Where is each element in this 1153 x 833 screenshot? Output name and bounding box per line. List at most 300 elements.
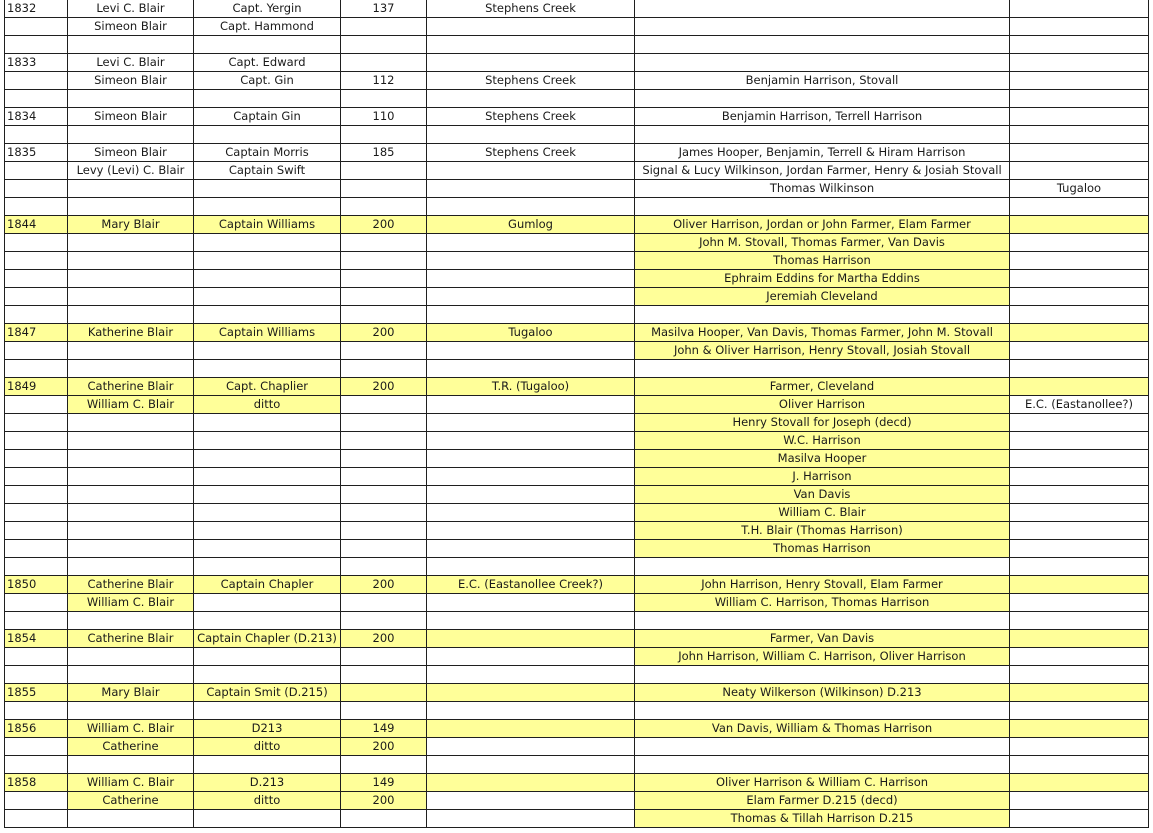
neighbors-cell[interactable]: Van Davis, William & Thomas Harrison	[635, 720, 1010, 738]
location-cell[interactable]	[427, 288, 635, 306]
name-cell[interactable]	[68, 468, 194, 486]
captain-cell[interactable]	[194, 288, 341, 306]
year-cell[interactable]	[5, 594, 68, 612]
note-cell[interactable]	[1010, 756, 1149, 774]
name-cell[interactable]	[68, 648, 194, 666]
neighbors-cell[interactable]	[635, 756, 1010, 774]
location-cell[interactable]	[427, 162, 635, 180]
note-cell[interactable]	[1010, 594, 1149, 612]
captain-cell[interactable]: Captain Gin	[194, 108, 341, 126]
district-cell[interactable]	[341, 288, 427, 306]
name-cell[interactable]: Katherine Blair	[68, 324, 194, 342]
year-cell[interactable]: 1832	[5, 0, 68, 18]
name-cell[interactable]: William C. Blair	[68, 594, 194, 612]
neighbors-cell[interactable]	[635, 612, 1010, 630]
neighbors-cell[interactable]: Thomas Harrison	[635, 540, 1010, 558]
district-cell[interactable]	[341, 504, 427, 522]
district-cell[interactable]: 200	[341, 216, 427, 234]
year-cell[interactable]	[5, 612, 68, 630]
location-cell[interactable]	[427, 612, 635, 630]
location-cell[interactable]	[427, 648, 635, 666]
note-cell[interactable]	[1010, 252, 1149, 270]
neighbors-cell[interactable]	[635, 54, 1010, 72]
year-cell[interactable]	[5, 486, 68, 504]
year-cell[interactable]	[5, 162, 68, 180]
captain-cell[interactable]: ditto	[194, 738, 341, 756]
name-cell[interactable]	[68, 522, 194, 540]
note-cell[interactable]	[1010, 558, 1149, 576]
neighbors-cell[interactable]: W.C. Harrison	[635, 432, 1010, 450]
year-cell[interactable]	[5, 198, 68, 216]
neighbors-cell[interactable]	[635, 36, 1010, 54]
name-cell[interactable]	[68, 432, 194, 450]
captain-cell[interactable]	[194, 126, 341, 144]
name-cell[interactable]	[68, 486, 194, 504]
location-cell[interactable]	[427, 36, 635, 54]
name-cell[interactable]: Levy (Levi) C. Blair	[68, 162, 194, 180]
location-cell[interactable]	[427, 468, 635, 486]
district-cell[interactable]	[341, 810, 427, 828]
neighbors-cell[interactable]: Oliver Harrison & William C. Harrison	[635, 774, 1010, 792]
name-cell[interactable]	[68, 612, 194, 630]
note-cell[interactable]	[1010, 486, 1149, 504]
neighbors-cell[interactable]: John Harrison, William C. Harrison, Oliver Harrison	[635, 648, 1010, 666]
year-cell[interactable]	[5, 756, 68, 774]
location-cell[interactable]	[427, 396, 635, 414]
captain-cell[interactable]: Capt. Hammond	[194, 18, 341, 36]
location-cell[interactable]	[427, 540, 635, 558]
district-cell[interactable]	[341, 342, 427, 360]
captain-cell[interactable]: Capt. Edward	[194, 54, 341, 72]
year-cell[interactable]	[5, 126, 68, 144]
location-cell[interactable]	[427, 630, 635, 648]
name-cell[interactable]: Catherine Blair	[68, 378, 194, 396]
neighbors-cell[interactable]	[635, 558, 1010, 576]
location-cell[interactable]: Stephens Creek	[427, 108, 635, 126]
location-cell[interactable]	[427, 666, 635, 684]
name-cell[interactable]	[68, 540, 194, 558]
captain-cell[interactable]	[194, 198, 341, 216]
year-cell[interactable]	[5, 738, 68, 756]
district-cell[interactable]	[341, 540, 427, 558]
location-cell[interactable]	[427, 198, 635, 216]
location-cell[interactable]: T.R. (Tugaloo)	[427, 378, 635, 396]
captain-cell[interactable]: ditto	[194, 792, 341, 810]
district-cell[interactable]	[341, 756, 427, 774]
name-cell[interactable]: William C. Blair	[68, 396, 194, 414]
location-cell[interactable]	[427, 270, 635, 288]
note-cell[interactable]	[1010, 684, 1149, 702]
year-cell[interactable]: 1856	[5, 720, 68, 738]
note-cell[interactable]: Tugaloo	[1010, 180, 1149, 198]
year-cell[interactable]	[5, 702, 68, 720]
captain-cell[interactable]	[194, 648, 341, 666]
captain-cell[interactable]	[194, 756, 341, 774]
neighbors-cell[interactable]	[635, 738, 1010, 756]
note-cell[interactable]	[1010, 720, 1149, 738]
captain-cell[interactable]: Captain Williams	[194, 324, 341, 342]
location-cell[interactable]	[427, 342, 635, 360]
name-cell[interactable]: William C. Blair	[68, 720, 194, 738]
district-cell[interactable]	[341, 666, 427, 684]
note-cell[interactable]	[1010, 342, 1149, 360]
district-cell[interactable]	[341, 522, 427, 540]
name-cell[interactable]	[68, 306, 194, 324]
district-cell[interactable]: 200	[341, 378, 427, 396]
district-cell[interactable]: 185	[341, 144, 427, 162]
neighbors-cell[interactable]: Henry Stovall for Joseph (decd)	[635, 414, 1010, 432]
name-cell[interactable]: Catherine Blair	[68, 630, 194, 648]
captain-cell[interactable]	[194, 702, 341, 720]
note-cell[interactable]	[1010, 144, 1149, 162]
district-cell[interactable]	[341, 198, 427, 216]
name-cell[interactable]: Simeon Blair	[68, 72, 194, 90]
location-cell[interactable]	[427, 90, 635, 108]
location-cell[interactable]: Stephens Creek	[427, 0, 635, 18]
name-cell[interactable]: Simeon Blair	[68, 144, 194, 162]
neighbors-cell[interactable]: John & Oliver Harrison, Henry Stovall, Josiah Stovall	[635, 342, 1010, 360]
note-cell[interactable]	[1010, 18, 1149, 36]
note-cell[interactable]	[1010, 54, 1149, 72]
captain-cell[interactable]	[194, 594, 341, 612]
location-cell[interactable]	[427, 702, 635, 720]
neighbors-cell[interactable]: Benjamin Harrison, Stovall	[635, 72, 1010, 90]
district-cell[interactable]	[341, 126, 427, 144]
district-cell[interactable]: 200	[341, 738, 427, 756]
captain-cell[interactable]	[194, 234, 341, 252]
captain-cell[interactable]	[194, 432, 341, 450]
name-cell[interactable]	[68, 126, 194, 144]
location-cell[interactable]	[427, 18, 635, 36]
district-cell[interactable]: 200	[341, 630, 427, 648]
neighbors-cell[interactable]: Jeremiah Cleveland	[635, 288, 1010, 306]
district-cell[interactable]	[341, 234, 427, 252]
neighbors-cell[interactable]: Thomas Harrison	[635, 252, 1010, 270]
captain-cell[interactable]	[194, 522, 341, 540]
year-cell[interactable]: 1834	[5, 108, 68, 126]
district-cell[interactable]	[341, 90, 427, 108]
location-cell[interactable]	[427, 774, 635, 792]
district-cell[interactable]: 112	[341, 72, 427, 90]
neighbors-cell[interactable]: Farmer, Cleveland	[635, 378, 1010, 396]
year-cell[interactable]	[5, 342, 68, 360]
district-cell[interactable]	[341, 684, 427, 702]
captain-cell[interactable]	[194, 270, 341, 288]
location-cell[interactable]	[427, 360, 635, 378]
captain-cell[interactable]	[194, 90, 341, 108]
name-cell[interactable]: Levi C. Blair	[68, 54, 194, 72]
captain-cell[interactable]: D.213	[194, 774, 341, 792]
district-cell[interactable]	[341, 36, 427, 54]
district-cell[interactable]: 149	[341, 774, 427, 792]
name-cell[interactable]	[68, 36, 194, 54]
neighbors-cell[interactable]: Van Davis	[635, 486, 1010, 504]
year-cell[interactable]: 1835	[5, 144, 68, 162]
year-cell[interactable]: 1858	[5, 774, 68, 792]
neighbors-cell[interactable]	[635, 702, 1010, 720]
neighbors-cell[interactable]: Ephraim Eddins for Martha Eddins	[635, 270, 1010, 288]
note-cell[interactable]	[1010, 738, 1149, 756]
district-cell[interactable]	[341, 432, 427, 450]
note-cell[interactable]	[1010, 702, 1149, 720]
captain-cell[interactable]: Capt. Yergin	[194, 0, 341, 18]
year-cell[interactable]	[5, 522, 68, 540]
note-cell[interactable]	[1010, 306, 1149, 324]
note-cell[interactable]	[1010, 270, 1149, 288]
captain-cell[interactable]: Captain Williams	[194, 216, 341, 234]
captain-cell[interactable]	[194, 468, 341, 486]
note-cell[interactable]	[1010, 810, 1149, 828]
captain-cell[interactable]	[194, 810, 341, 828]
district-cell[interactable]: 149	[341, 720, 427, 738]
year-cell[interactable]	[5, 252, 68, 270]
note-cell[interactable]	[1010, 288, 1149, 306]
year-cell[interactable]: 1833	[5, 54, 68, 72]
location-cell[interactable]	[427, 810, 635, 828]
neighbors-cell[interactable]: William C. Harrison, Thomas Harrison	[635, 594, 1010, 612]
location-cell[interactable]	[427, 504, 635, 522]
name-cell[interactable]	[68, 666, 194, 684]
location-cell[interactable]	[427, 522, 635, 540]
name-cell[interactable]	[68, 450, 194, 468]
year-cell[interactable]: 1854	[5, 630, 68, 648]
name-cell[interactable]: Catherine Blair	[68, 576, 194, 594]
neighbors-cell[interactable]: William C. Blair	[635, 504, 1010, 522]
note-cell[interactable]	[1010, 540, 1149, 558]
note-cell[interactable]	[1010, 450, 1149, 468]
neighbors-cell[interactable]: Farmer, Van Davis	[635, 630, 1010, 648]
district-cell[interactable]: 200	[341, 324, 427, 342]
location-cell[interactable]	[427, 720, 635, 738]
name-cell[interactable]	[68, 180, 194, 198]
note-cell[interactable]	[1010, 0, 1149, 18]
year-cell[interactable]	[5, 234, 68, 252]
district-cell[interactable]	[341, 306, 427, 324]
captain-cell[interactable]	[194, 252, 341, 270]
location-cell[interactable]: E.C. (Eastanollee Creek?)	[427, 576, 635, 594]
name-cell[interactable]	[68, 702, 194, 720]
location-cell[interactable]	[427, 414, 635, 432]
year-cell[interactable]: 1847	[5, 324, 68, 342]
neighbors-cell[interactable]: Signal & Lucy Wilkinson, Jordan Farmer, Henry & Josiah Stovall	[635, 162, 1010, 180]
name-cell[interactable]: Catherine	[68, 738, 194, 756]
note-cell[interactable]	[1010, 234, 1149, 252]
note-cell[interactable]	[1010, 126, 1149, 144]
neighbors-cell[interactable]: John Harrison, Henry Stovall, Elam Farmer	[635, 576, 1010, 594]
neighbors-cell[interactable]	[635, 198, 1010, 216]
name-cell[interactable]: Mary Blair	[68, 684, 194, 702]
captain-cell[interactable]: Captain Chapler (D.213)	[194, 630, 341, 648]
note-cell[interactable]	[1010, 774, 1149, 792]
neighbors-cell[interactable]: Thomas & Tillah Harrison D.215	[635, 810, 1010, 828]
year-cell[interactable]	[5, 648, 68, 666]
neighbors-cell[interactable]	[635, 18, 1010, 36]
district-cell[interactable]	[341, 180, 427, 198]
neighbors-cell[interactable]: J. Harrison	[635, 468, 1010, 486]
captain-cell[interactable]	[194, 450, 341, 468]
captain-cell[interactable]	[194, 180, 341, 198]
neighbors-cell[interactable]: Oliver Harrison, Jordan or John Farmer, Elam Farmer	[635, 216, 1010, 234]
district-cell[interactable]	[341, 648, 427, 666]
note-cell[interactable]	[1010, 162, 1149, 180]
captain-cell[interactable]: Captain Smit (D.215)	[194, 684, 341, 702]
note-cell[interactable]	[1010, 612, 1149, 630]
location-cell[interactable]	[427, 756, 635, 774]
note-cell[interactable]	[1010, 360, 1149, 378]
captain-cell[interactable]	[194, 306, 341, 324]
note-cell[interactable]	[1010, 90, 1149, 108]
neighbors-cell[interactable]: Masilva Hooper, Van Davis, Thomas Farmer, John M. Stovall	[635, 324, 1010, 342]
location-cell[interactable]	[427, 306, 635, 324]
note-cell[interactable]	[1010, 468, 1149, 486]
name-cell[interactable]	[68, 198, 194, 216]
location-cell[interactable]	[427, 792, 635, 810]
year-cell[interactable]	[5, 504, 68, 522]
note-cell[interactable]	[1010, 666, 1149, 684]
district-cell[interactable]	[341, 612, 427, 630]
name-cell[interactable]	[68, 234, 194, 252]
year-cell[interactable]	[5, 450, 68, 468]
note-cell[interactable]: E.C. (Eastanollee?)	[1010, 396, 1149, 414]
captain-cell[interactable]	[194, 540, 341, 558]
name-cell[interactable]	[68, 504, 194, 522]
year-cell[interactable]	[5, 666, 68, 684]
captain-cell[interactable]	[194, 360, 341, 378]
year-cell[interactable]: 1844	[5, 216, 68, 234]
neighbors-cell[interactable]: T.H. Blair (Thomas Harrison)	[635, 522, 1010, 540]
name-cell[interactable]	[68, 756, 194, 774]
year-cell[interactable]	[5, 468, 68, 486]
neighbors-cell[interactable]	[635, 0, 1010, 18]
name-cell[interactable]	[68, 360, 194, 378]
neighbors-cell[interactable]	[635, 90, 1010, 108]
district-cell[interactable]	[341, 18, 427, 36]
note-cell[interactable]	[1010, 72, 1149, 90]
note-cell[interactable]	[1010, 792, 1149, 810]
note-cell[interactable]	[1010, 216, 1149, 234]
location-cell[interactable]: Stephens Creek	[427, 144, 635, 162]
location-cell[interactable]	[427, 126, 635, 144]
year-cell[interactable]	[5, 360, 68, 378]
year-cell[interactable]	[5, 306, 68, 324]
district-cell[interactable]	[341, 468, 427, 486]
district-cell[interactable]	[341, 486, 427, 504]
captain-cell[interactable]	[194, 558, 341, 576]
location-cell[interactable]	[427, 252, 635, 270]
neighbors-cell[interactable]	[635, 666, 1010, 684]
captain-cell[interactable]: ditto	[194, 396, 341, 414]
note-cell[interactable]	[1010, 378, 1149, 396]
note-cell[interactable]	[1010, 648, 1149, 666]
captain-cell[interactable]	[194, 666, 341, 684]
district-cell[interactable]	[341, 594, 427, 612]
location-cell[interactable]: Tugaloo	[427, 324, 635, 342]
name-cell[interactable]	[68, 342, 194, 360]
district-cell[interactable]	[341, 558, 427, 576]
captain-cell[interactable]: Captain Morris	[194, 144, 341, 162]
neighbors-cell[interactable]	[635, 306, 1010, 324]
note-cell[interactable]	[1010, 198, 1149, 216]
district-cell[interactable]	[341, 450, 427, 468]
neighbors-cell[interactable]: John M. Stovall, Thomas Farmer, Van Davis	[635, 234, 1010, 252]
name-cell[interactable]: Catherine	[68, 792, 194, 810]
neighbors-cell[interactable]: Benjamin Harrison, Terrell Harrison	[635, 108, 1010, 126]
note-cell[interactable]	[1010, 432, 1149, 450]
district-cell[interactable]	[341, 270, 427, 288]
name-cell[interactable]	[68, 810, 194, 828]
location-cell[interactable]	[427, 486, 635, 504]
note-cell[interactable]	[1010, 324, 1149, 342]
location-cell[interactable]	[427, 558, 635, 576]
captain-cell[interactable]	[194, 504, 341, 522]
district-cell[interactable]: 200	[341, 576, 427, 594]
neighbors-cell[interactable]: Oliver Harrison	[635, 396, 1010, 414]
year-cell[interactable]	[5, 270, 68, 288]
year-cell[interactable]	[5, 72, 68, 90]
year-cell[interactable]	[5, 432, 68, 450]
note-cell[interactable]	[1010, 630, 1149, 648]
captain-cell[interactable]: Captain Swift	[194, 162, 341, 180]
note-cell[interactable]	[1010, 108, 1149, 126]
year-cell[interactable]: 1849	[5, 378, 68, 396]
location-cell[interactable]	[427, 234, 635, 252]
year-cell[interactable]	[5, 810, 68, 828]
district-cell[interactable]	[341, 360, 427, 378]
location-cell[interactable]	[427, 54, 635, 72]
captain-cell[interactable]: Capt. Gin	[194, 72, 341, 90]
district-cell[interactable]	[341, 252, 427, 270]
district-cell[interactable]	[341, 414, 427, 432]
location-cell[interactable]	[427, 180, 635, 198]
location-cell[interactable]: Gumlog	[427, 216, 635, 234]
district-cell[interactable]	[341, 396, 427, 414]
name-cell[interactable]	[68, 288, 194, 306]
neighbors-cell[interactable]	[635, 360, 1010, 378]
name-cell[interactable]: William C. Blair	[68, 774, 194, 792]
captain-cell[interactable]	[194, 612, 341, 630]
location-cell[interactable]	[427, 432, 635, 450]
name-cell[interactable]	[68, 90, 194, 108]
year-cell[interactable]	[5, 18, 68, 36]
year-cell[interactable]	[5, 414, 68, 432]
name-cell[interactable]	[68, 252, 194, 270]
location-cell[interactable]	[427, 684, 635, 702]
location-cell[interactable]	[427, 594, 635, 612]
neighbors-cell[interactable]: Masilva Hooper	[635, 450, 1010, 468]
year-cell[interactable]	[5, 180, 68, 198]
neighbors-cell[interactable]: Elam Farmer D.215 (decd)	[635, 792, 1010, 810]
district-cell[interactable]: 200	[341, 792, 427, 810]
note-cell[interactable]	[1010, 522, 1149, 540]
neighbors-cell[interactable]	[635, 126, 1010, 144]
district-cell[interactable]	[341, 702, 427, 720]
district-cell[interactable]	[341, 54, 427, 72]
location-cell[interactable]	[427, 450, 635, 468]
year-cell[interactable]	[5, 288, 68, 306]
district-cell[interactable]: 110	[341, 108, 427, 126]
neighbors-cell[interactable]: Neaty Wilkerson (Wilkinson) D.213	[635, 684, 1010, 702]
district-cell[interactable]: 137	[341, 0, 427, 18]
name-cell[interactable]: Simeon Blair	[68, 18, 194, 36]
captain-cell[interactable]	[194, 486, 341, 504]
year-cell[interactable]: 1850	[5, 576, 68, 594]
captain-cell[interactable]	[194, 342, 341, 360]
year-cell[interactable]	[5, 90, 68, 108]
captain-cell[interactable]	[194, 414, 341, 432]
name-cell[interactable]: Mary Blair	[68, 216, 194, 234]
district-cell[interactable]	[341, 162, 427, 180]
note-cell[interactable]	[1010, 504, 1149, 522]
